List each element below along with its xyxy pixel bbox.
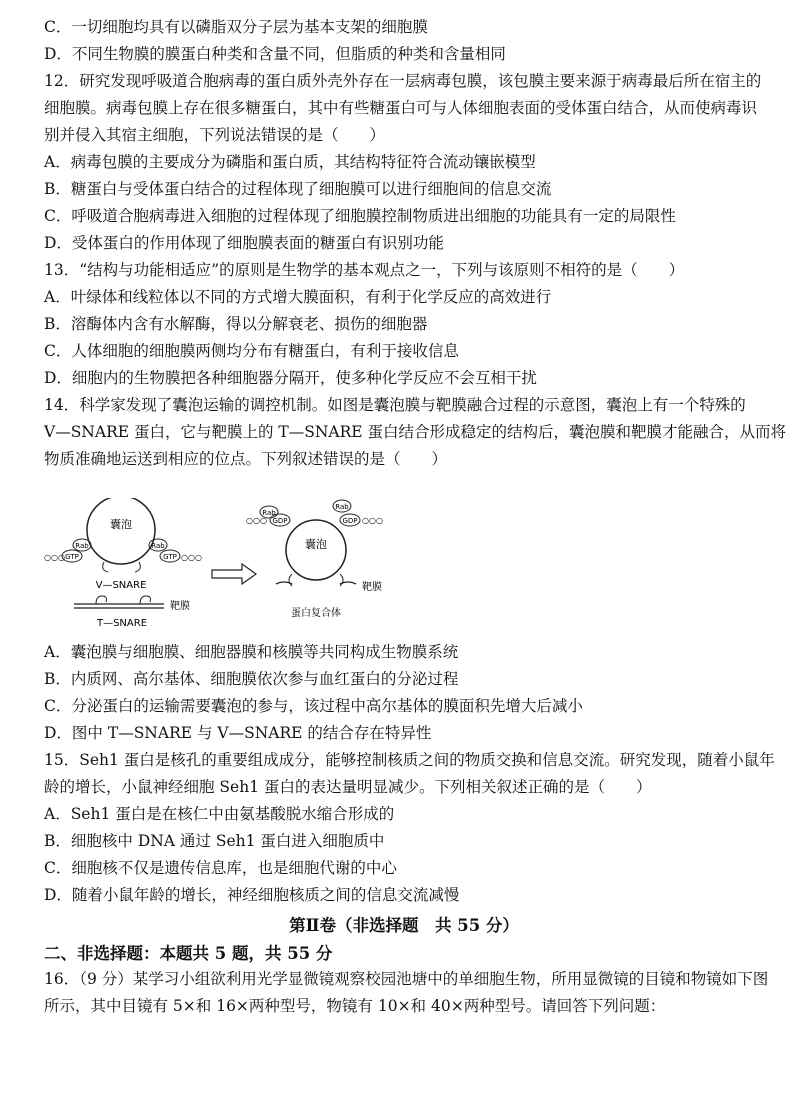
option-13b: B．溶酶体内含有水解酶，得以分解衰老、损伤的细胞器 [44, 315, 428, 333]
option-12d: D．受体蛋白的作用体现了细胞膜表面的糖蛋白有识别功能 [44, 234, 444, 252]
svg-text:GDP: GDP [272, 517, 288, 525]
question-16-line1: 16．（9 分）某学习小组欲利用光学显微镜观察校园池塘中的单细胞生物，所用显微镜的目镜和物镜如下图 [44, 970, 769, 988]
svg-text:○○○: ○○○ [181, 553, 202, 562]
option-15c: C．细胞核不仅是遗传信息库，也是细胞代谢的中心 [44, 859, 397, 877]
svg-text:○○○: ○○○ [246, 516, 267, 525]
question-15-line1: 15．Seh1 蛋白是核孔的重要组成成分，能够控制核质之间的物质交换和信息交流。研究发现，随着小鼠年 [44, 751, 775, 769]
option-12a: A．病毒包膜的主要成分为磷脂和蛋白质，其结构特征符合流动镶嵌模型 [44, 153, 536, 171]
option-12c: C．呼吸道合胞病毒进入细胞的过程体现了细胞膜控制物质进出细胞的功能具有一定的局限性 [44, 207, 676, 225]
svg-text:Rab: Rab [262, 509, 276, 517]
question-14-line2: V—SNARE 蛋白，它与靶膜上的 T—SNARE 蛋白结合形成稳定的结构后，囊泡膜和靶膜才能融合，从而将 [44, 423, 787, 441]
question-12-line2: 细胞膜。病毒包膜上存在很多糖蛋白，其中有些糖蛋白可与人体细胞表面的受体蛋白结合，从而使病毒识 [44, 99, 758, 117]
section-title: 第Ⅱ卷（非选择题 共 55 分） [289, 916, 519, 935]
chain-left: ○○○ [44, 553, 65, 562]
svg-text:Rab: Rab [75, 542, 89, 550]
protein-complex-label: 蛋白复合体 [291, 608, 341, 619]
question-14-line3: 物质准确地运送到相应的位点。下列叙述错误的是（ ） [44, 450, 448, 468]
option-15d: D．随着小鼠年龄的增长，神经细胞核质之间的信息交流减慢 [44, 886, 460, 904]
target-membrane-label: 靶膜 [170, 601, 190, 612]
option-14c: C．分泌蛋白的运输需要囊泡的参与，该过程中高尔基体的膜面积先增大后减小 [44, 697, 583, 715]
option-13d: D．细胞内的生物膜把各种细胞器分隔开，使多种化学反应不会互相干扰 [44, 369, 537, 387]
arrow-icon [212, 564, 256, 584]
vesicle-left [87, 498, 155, 564]
section-subtitle: 二、非选择题：本题共 5 题，共 55 分 [44, 944, 333, 963]
svg-text:GTP: GTP [65, 553, 79, 561]
question-13: 13．“结构与功能相适应”的原则是生物学的基本观点之一，下列与该原则不相符的是（ ） [44, 261, 685, 279]
svg-text:○○○: ○○○ [362, 516, 383, 525]
option-14b: B．内质网、高尔基体、细胞膜依次参与血红蛋白的分泌过程 [44, 670, 459, 688]
option-14d: D．图中 T—SNARE 与 V—SNARE 的结合存在特异性 [44, 724, 432, 742]
target-membrane-label-right: 靶膜 [362, 582, 382, 593]
question-12-line3: 别并侵入其宿主细胞，下列说法错误的是（ ） [44, 126, 386, 144]
vesicle-fusion-diagram [44, 498, 424, 638]
option-11c: C．一切细胞均具有以磷脂双分子层为基本支架的细胞膜 [44, 18, 428, 36]
question-12-line1: 12．研究发现呼吸道合胞病毒的蛋白质外壳外存在一层病毒包膜，该包膜主要来源于病毒最后所在宿主的 [44, 72, 762, 90]
option-12b: B．糖蛋白与受体蛋白结合的过程体现了细胞膜可以进行细胞间的信息交流 [44, 180, 552, 198]
svg-text:GDP: GDP [342, 517, 358, 525]
option-13c: C．人体细胞的细胞膜两侧均分布有糖蛋白，有利于接收信息 [44, 342, 459, 360]
svg-text:Rab: Rab [335, 503, 349, 511]
svg-text:GTP: GTP [163, 553, 177, 561]
option-15a: A．Seh1 蛋白是在核仁中由氨基酸脱水缩合形成的 [44, 805, 395, 823]
option-13a: A．叶绿体和线粒体以不同的方式增大膜面积，有利于化学反应的高效进行 [44, 288, 552, 306]
question-14-line1: 14．科学家发现了囊泡运输的调控机制。如图是囊泡膜与靶膜融合过程的示意图，囊泡上有一个特殊的 [44, 396, 746, 414]
question-15-line2: 龄的增长，小鼠神经细胞 Seh1 蛋白的表达量明显减少。下列相关叙述正确的是（ ） [44, 778, 652, 796]
option-15b: B．细胞核中 DNA 通过 Seh1 蛋白进入细胞质中 [44, 832, 385, 850]
vesicle-label-left: 囊泡 [110, 518, 132, 531]
vesicle-label-right: 囊泡 [305, 538, 327, 551]
option-14a: A．囊泡膜与细胞膜、细胞器膜和核膜等共同构成生物膜系统 [44, 643, 459, 661]
t-snare-label: T—SNARE [96, 618, 148, 629]
svg-text:Rab: Rab [151, 542, 165, 550]
v-snare-label: V—SNARE [95, 580, 147, 591]
option-11d: D．不同生物膜的膜蛋白种类和含量不同，但脂质的种类和含量相同 [44, 45, 506, 63]
question-16-line2: 所示，其中目镜有 5×和 16×两种型号，物镜有 10×和 40×两种型号。请回答下列问题： [44, 997, 666, 1015]
t-snare-hooks [96, 596, 151, 604]
